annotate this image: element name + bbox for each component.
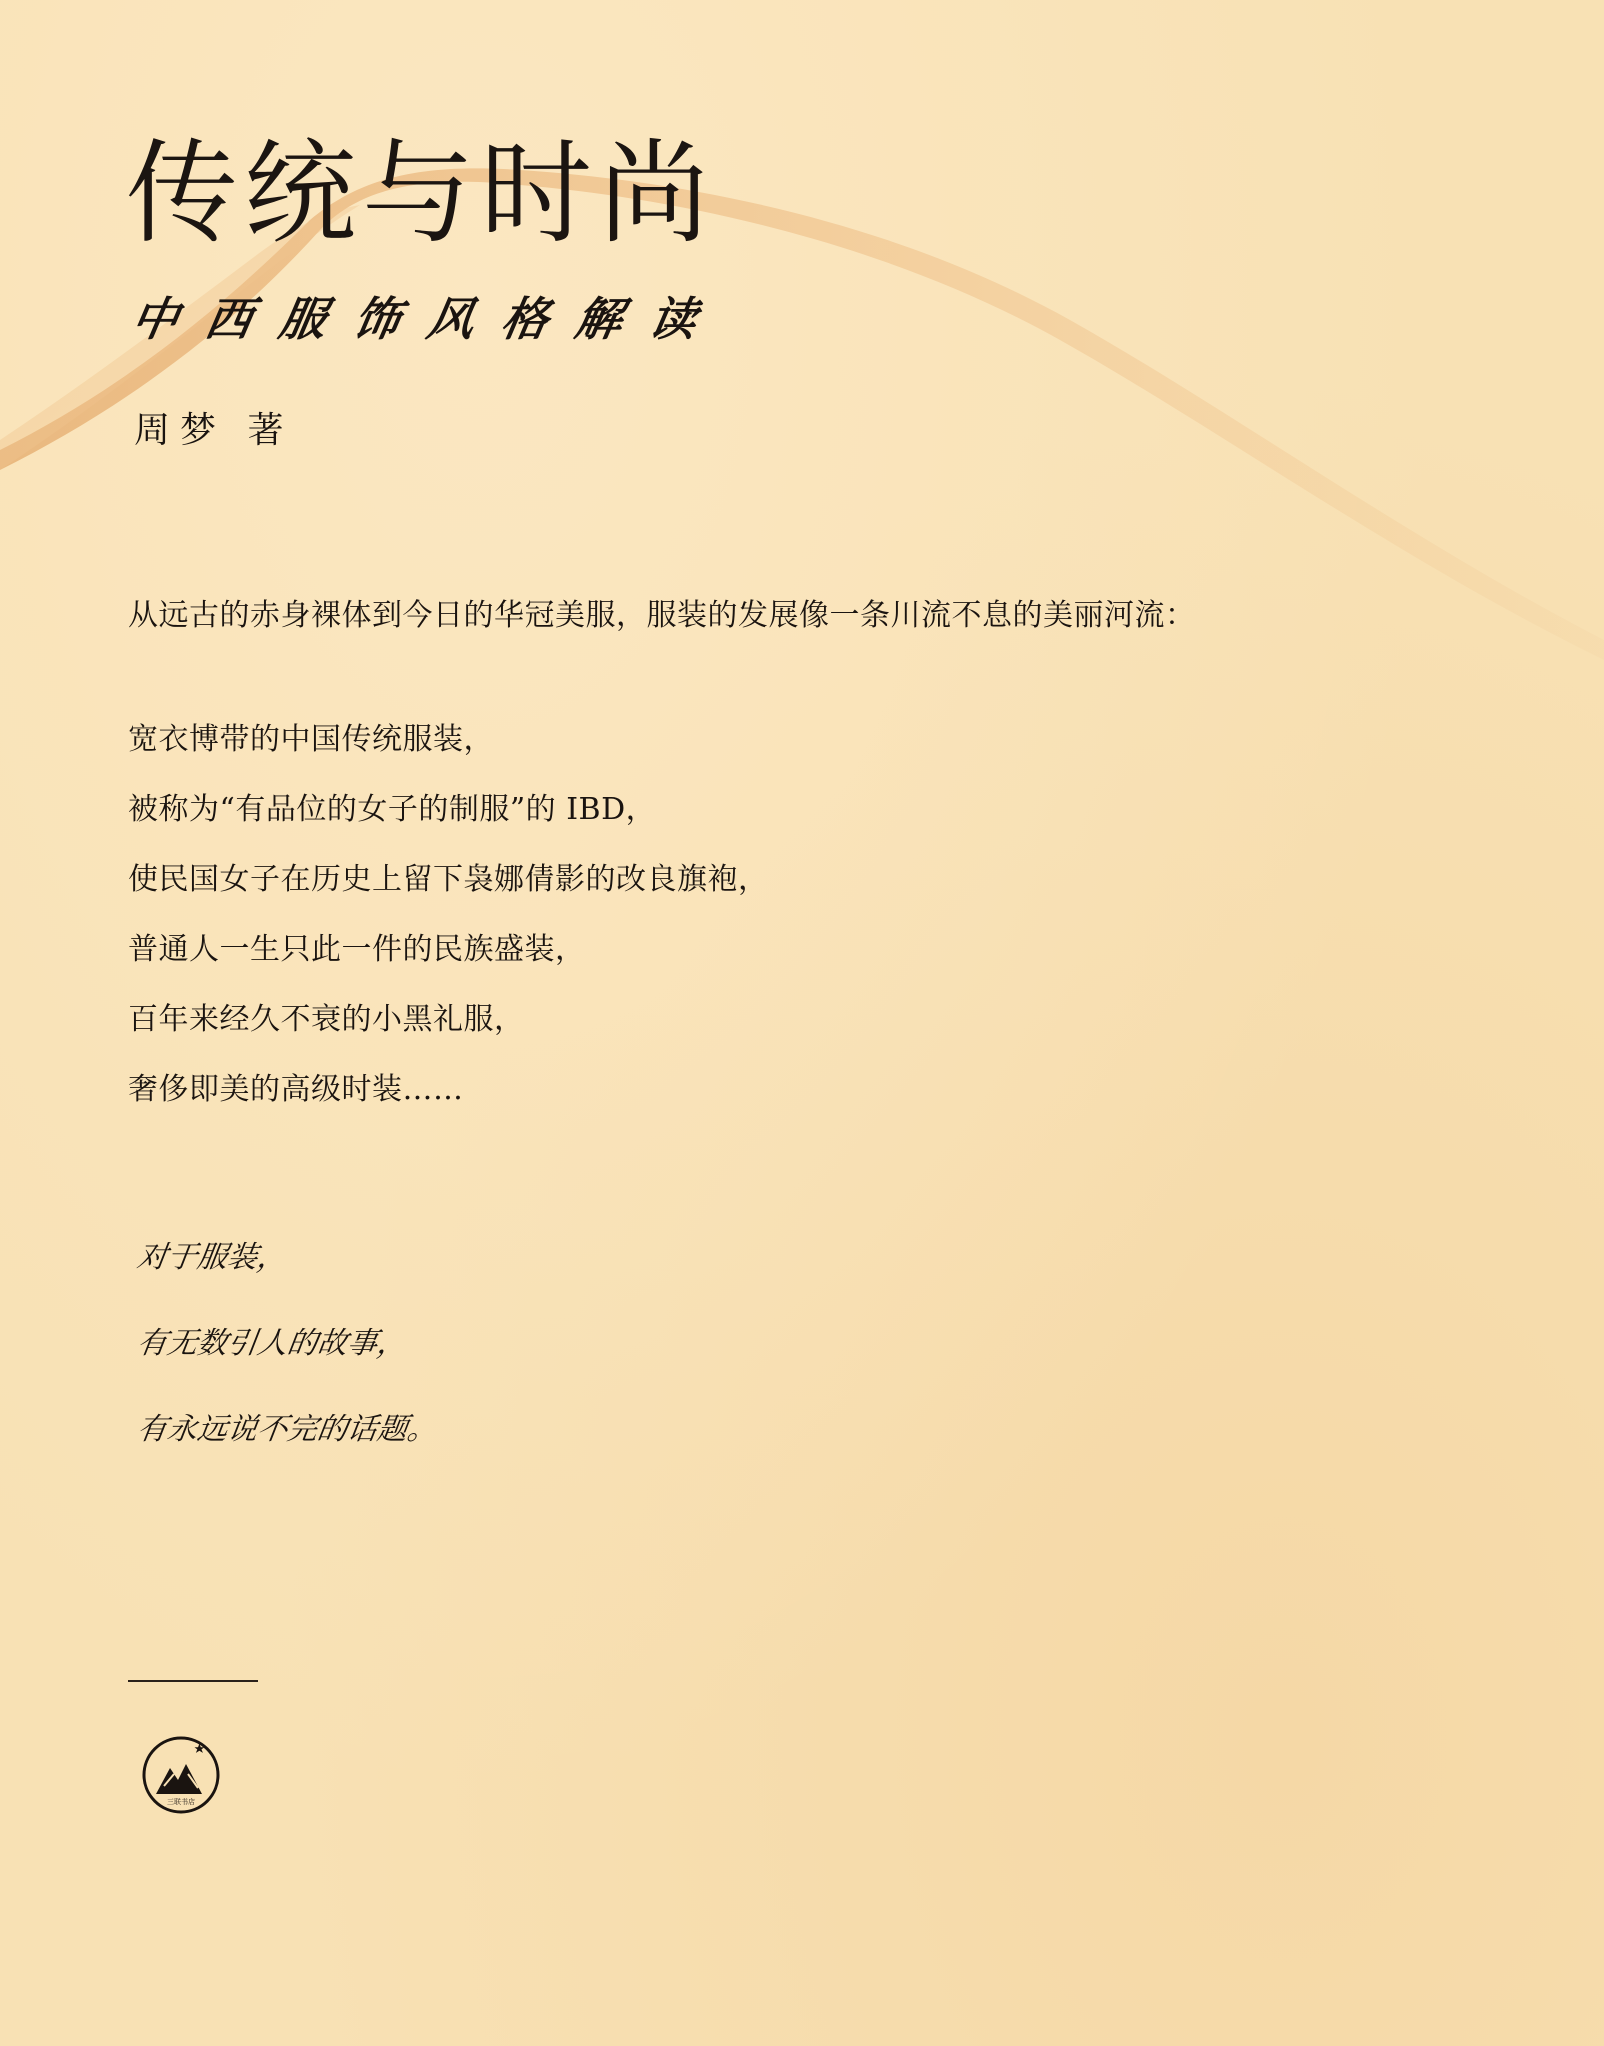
closing-line: 有无数引人的故事， [134,1326,410,1361]
book-title: 传统与时尚 [126,129,716,259]
intro-paragraph: 从远古的赤身裸体到今日的华冠美服，服装的发展像一条川流不息的美丽河流： [128,598,1196,633]
author-line: 周梦 著 [134,410,294,451]
description-line: 被称为“有品位的女子的制服”的 IBD， [128,792,657,827]
book-subtitle: 中西服饰风格解读 [127,292,729,346]
description-line: 普通人一生只此一件的民族盛装， [128,932,586,967]
description-line: 奢侈即美的高级时装…… [128,1072,464,1107]
publisher-logo-text: 三联书店 [167,1798,195,1806]
closing-line: 对于服装， [134,1240,290,1275]
description-lines [128,720,769,1140]
description-line: 百年来经久不衰的小黑礼服， [128,1002,525,1037]
divider-rule [128,1680,258,1682]
description-line: 使民国女子在历史上留下袅娜倩影的改良旗袍， [128,862,769,897]
closing-lines [128,1238,440,1496]
sanlian-publisher-seal-icon [140,1734,222,1816]
description-line: 宽衣博带的中国传统服装， [128,722,494,757]
closing-line: 有永远说不完的话题。 [134,1412,440,1447]
